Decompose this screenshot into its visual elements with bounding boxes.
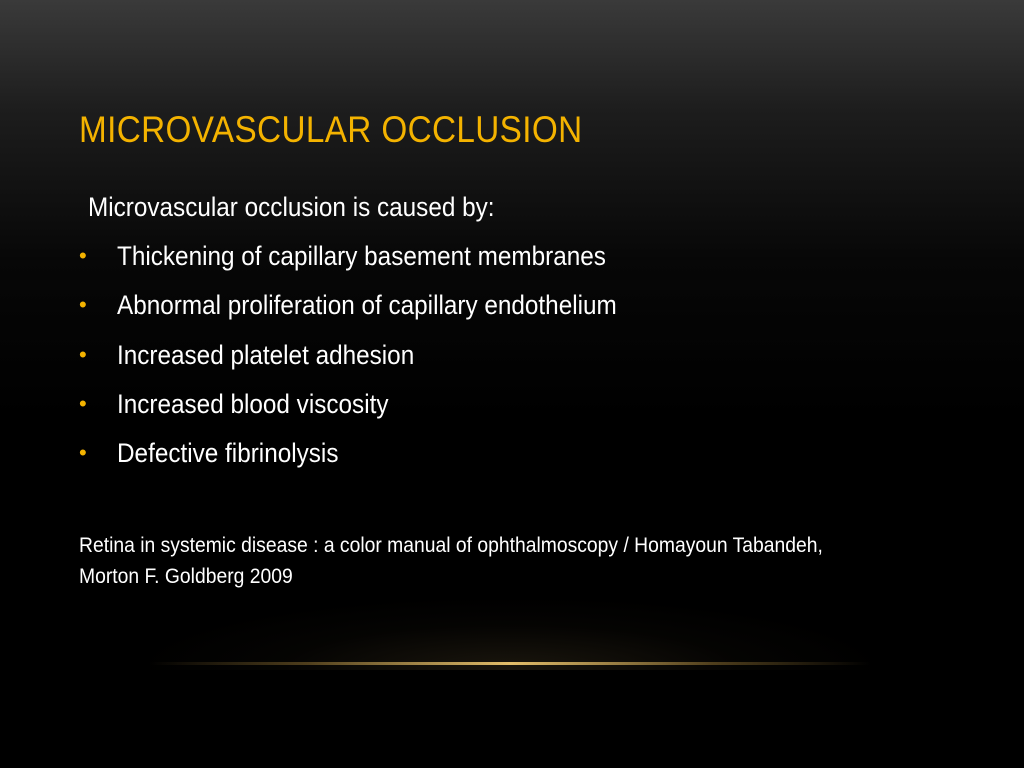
slide-title: MICROVASCULAR OCCLUSION (79, 109, 583, 150)
bullet-text: Thickening of capillary basement membranes (117, 241, 606, 271)
bullet-text: Defective fibrinolysis (117, 438, 339, 469)
intro-text: Microvascular occlusion is caused by: (88, 192, 495, 222)
bullet-text: Abnormal proliferation of capillary endothelium (117, 290, 617, 321)
bullet-icon: • (79, 292, 87, 318)
bullet-icon: • (79, 341, 87, 367)
bullet-icon: • (79, 243, 87, 268)
bullet-text: Increased blood viscosity (117, 388, 389, 419)
citation-text: Retina in systemic disease : a color manual of ophthalmoscopy / Homayoun Tabandeh, Morton F. Goldberg 2009 (79, 534, 823, 588)
bullet-text: Increased platelet adhesion (117, 339, 415, 370)
gold-divider-line (150, 662, 870, 665)
bullet-icon: • (79, 390, 87, 416)
divider-glow (150, 600, 870, 670)
bullet-icon: • (79, 440, 87, 466)
